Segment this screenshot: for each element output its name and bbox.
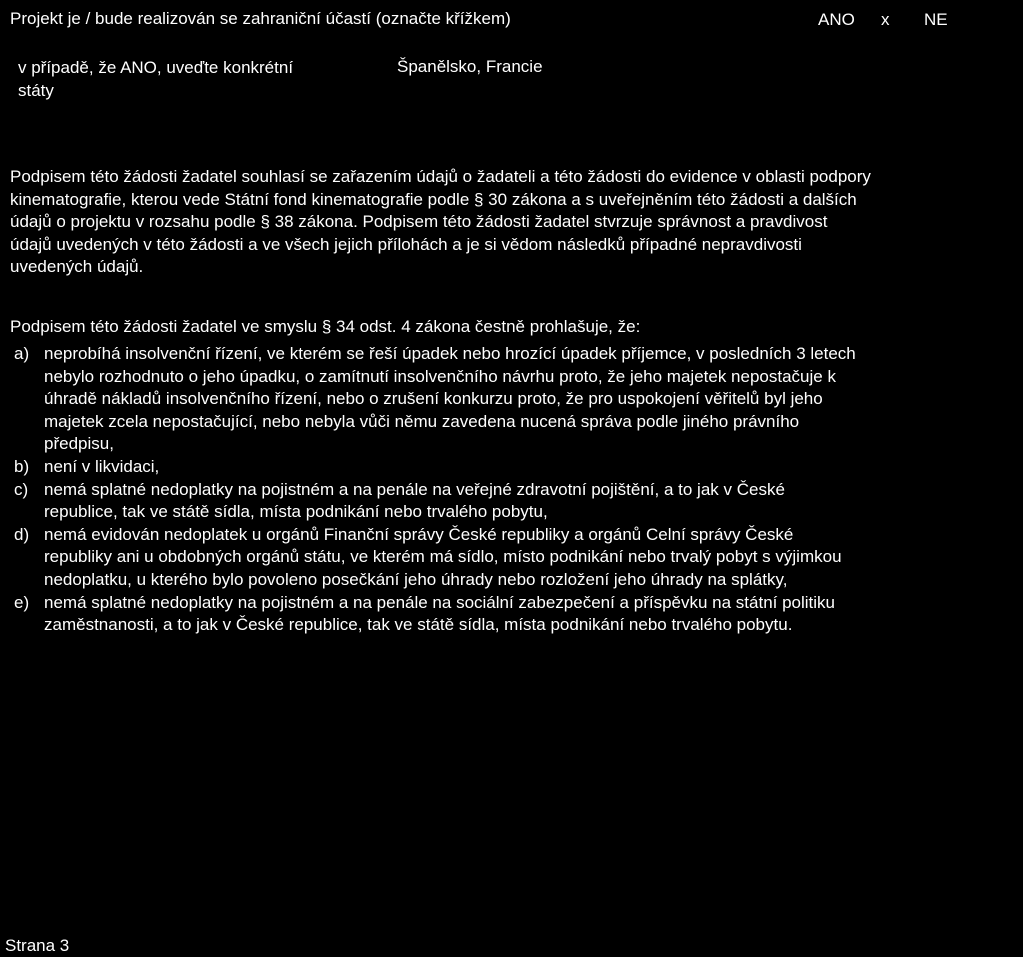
- declaration-item-c: [14, 479, 856, 524]
- states-label-line: státy: [18, 81, 54, 100]
- consent-line: údajů o projektu v rozsahu podle § 38 zákona. Podpisem této žádosti žadatel stvrzuje správnost a pravdivost: [10, 212, 828, 232]
- list-item-line: majetek zcela nepostačující, nebo nebyla vůči němu zavedena nucená správa podle jiného právního: [44, 411, 800, 431]
- list-item-line: republice, tak ve státě sídla, místa podnikání nebo trvalého pobytu,: [44, 502, 548, 522]
- answer-no-label: NE: [924, 10, 948, 29]
- list-item-line: zaměstnanosti, a to jak v České republice, tak ve státě sídla, místa podnikání nebo trvalého pobytu.: [44, 615, 793, 635]
- list-marker: a): [14, 344, 30, 363]
- states-label: [18, 56, 293, 102]
- foreign-participation-question: Projekt je / bude realizován se zahraniční účastí (označte křížkem): [10, 9, 511, 28]
- consent-line: údajů uvedených v této žádosti a ve všech jejich přílohách a je si vědom následků případné nepravdivosti: [10, 234, 802, 254]
- declaration-list: [14, 343, 856, 637]
- list-marker: d): [14, 524, 30, 544]
- list-item-line: nemá evidován nedoplatek u orgánů Finanční správy České republiky a orgánů Celní správy České: [44, 524, 794, 544]
- list-marker: c): [14, 479, 29, 499]
- declaration-item-b: [14, 456, 856, 479]
- states-value: Španělsko, Francie: [397, 57, 543, 76]
- declaration-intro: Podpisem této žádosti žadatel ve smyslu § 34 odst. 4 zákona čestně prohlašuje, že:: [10, 317, 641, 336]
- consent-line: uvedených údajů.: [10, 257, 144, 277]
- consent-paragraph: [10, 166, 1017, 279]
- list-item-line: nemá splatné nedoplatky na pojistném a na penále na veřejné zdravotní pojištění, a to jak v České: [44, 479, 785, 499]
- declaration-item-e: [14, 592, 856, 637]
- list-item-line: úhradě nákladů insolvenčního řízení, nebo o zrušení konkurzu proto, že pro uspokojení věřitelů byl jeho: [44, 389, 823, 409]
- states-label-line: v případě, že ANO, uveďte konkrétní: [18, 58, 294, 77]
- list-item-line: nebylo rozhodnuto o jeho úpadku, o zamítnutí insolvenčního návrhu proto, že jeho majetek nepostačuje k: [44, 366, 836, 386]
- consent-line: kinematografie, kterou vede Státní fond kinematografie podle § 30 zákona a s uveřejněním této žádosti a dalších: [10, 189, 857, 209]
- list-marker: e): [14, 592, 30, 612]
- list-item-line: neprobíhá insolvenční řízení, ve kterém se řeší úpadek nebo hrozící úpadek příjemce, v posledních 3 letech: [44, 344, 856, 363]
- answer-yes-label: ANO: [818, 10, 855, 29]
- list-marker: b): [14, 456, 30, 476]
- consent-line: Podpisem této žádosti žadatel souhlasí se zařazením údajů o žadateli a této žádosti do evidence v oblasti podpory: [10, 167, 871, 186]
- page-number: Strana 3: [5, 936, 70, 955]
- answer-cross-mark: x: [881, 10, 890, 29]
- declaration-item-a: [14, 343, 856, 456]
- list-item-line: nedoplatku, u kterého bylo povoleno posečkání jeho úhrady nebo rozložení jeho úhrady na splátky,: [44, 569, 788, 589]
- list-item-line: předpisu,: [44, 434, 114, 454]
- declaration-item-d: [14, 524, 856, 592]
- list-item-line: republiky ani u obdobných orgánů státu, ve kterém má sídlo, místo podnikání nebo trvalý pobyt s výjimkou: [44, 547, 842, 567]
- list-item-line: není v likvidaci,: [44, 456, 160, 476]
- list-item-line: nemá splatné nedoplatky na pojistném a na penále na sociální zabezpečení a příspěvku na státní politiku: [44, 592, 836, 612]
